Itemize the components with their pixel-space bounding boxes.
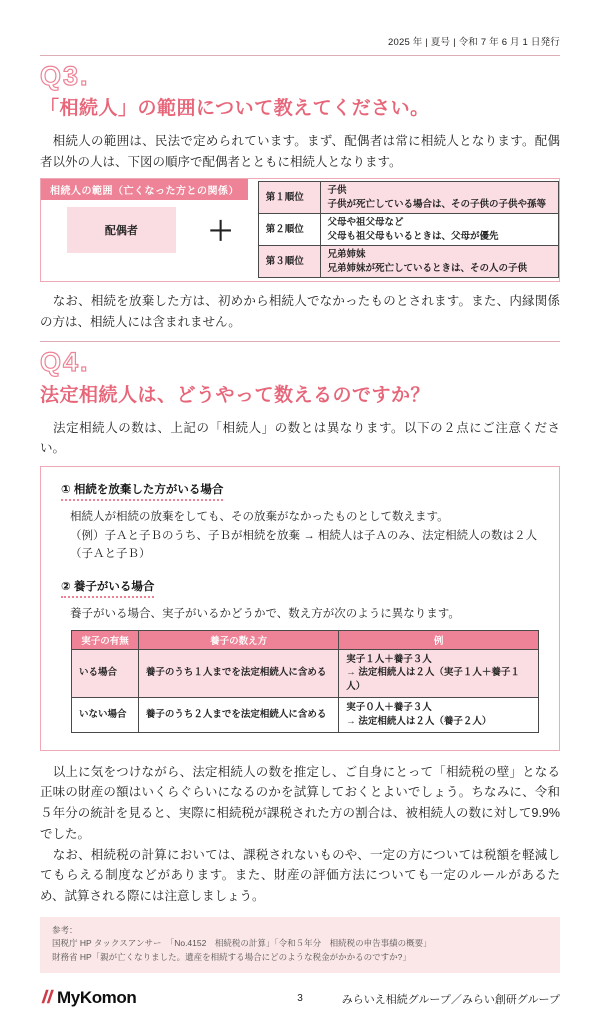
rank-desc-line2: 子供が死亡している場合は、その子供の子供や孫等 [327,198,547,210]
table-row [258,214,558,246]
existence-cell: いない場合 [72,697,139,732]
diagram-caption: 相続人の範囲（亡くなった方との関係） [41,179,248,200]
rank-cell: 第２順位 [258,214,320,246]
rank-cell: 第３順位 [258,246,320,278]
q4-label: Q4. [40,347,90,378]
spouse-box: 配偶者 [67,207,176,253]
table-row [258,246,558,278]
reference-line2: 財務省 HP「親が亡くなりました。遺産を相続する場合にどのような税金がかかるのですか?」 [52,951,411,962]
rank-desc-cell [320,182,558,214]
counting-cell: 養子のうち２人までを法定相続人に含める [138,697,338,732]
table-row [258,182,558,214]
q4-title: 法定相続人は、どうやって数えるのですか？ [40,384,431,406]
table-row [72,697,539,732]
point2-line1: 養子がいる場合、実子がいるかどうかで、数え方が次のように異なります。 [70,608,460,621]
section-q3 [40,62,560,332]
issue-date-line: 2025 年 | 夏号 | 令和 7 年 6 月 1 日発行 [388,37,560,48]
heir-rank-table [258,181,559,278]
rank-desc-line2: 兄弟姉妹が死亡しているときは、その人の子供 [327,262,528,274]
existence-cell: いる場合 [72,649,139,697]
column-header: 例 [339,630,539,649]
counting-cell: 養子のうち１人までを法定相続人に含める [138,649,338,697]
rank-desc-line1: 兄弟姉妹 [327,249,366,261]
adopted-child-table [71,630,539,733]
group-name: みらいえ相続グループ／みらい創研グループ [341,993,560,1006]
rank-desc-line1: 子供 [327,185,347,197]
rank-desc-cell [320,246,558,278]
point1-heading: ① 相続を放棄した方がいる場合 [61,481,223,501]
q3-paragraph-1: 相続人の範囲は、民法で定められています。まず、配偶者は常に相続人となります。配偶者以外の人は、下図の順序で配偶者とともに相続人となります。 [40,134,560,170]
mykomon-logo-text: MyKomon [57,987,137,1007]
rank-cell: 第１順位 [258,182,320,214]
column-header: 養子の数え方 [138,630,338,649]
point1-line1: 相続人が相続の放棄をしても、その放棄がなかったものとして数えます。 [70,511,449,524]
page-number: 3 [297,993,303,1005]
spacer [61,564,539,577]
point2-heading: ② 養子がいる場合 [61,578,154,598]
q3-paragraph-2: なお、相続を放棄した方は、初めから相続人でなかったものとされます。また、内縁関係の方は、相続人には含まれません。 [40,293,560,329]
example-line2: → 法定相続人は２人（実子１人＋養子１人） [346,667,520,693]
reference-label: 参考： [52,924,78,935]
heir-scope-diagram [40,178,560,282]
column-header: 実子の有無 [72,630,139,649]
point1-line2: （例）子Ａと子Ｂのうち、子Ｂが相続を放棄 → 相続人は子Ａのみ、法定相続人の数は２人（子Ａと子Ｂ） [70,529,538,561]
counting-points-box [40,466,560,750]
example-line2: → 法定相続人は２人（養子２人） [346,715,492,727]
q3-label: Q3. [40,61,90,91]
example-line1: 実子０人＋養子３人 [346,701,432,713]
rank-desc-line1: 父母や祖父母など [327,217,404,229]
rank-desc-cell [320,214,558,246]
table-header-row [72,630,539,649]
page-footer [40,988,560,1010]
reference-line1: 国税庁 HP タックスアンサー 「No.4152 相続税の計算」「令和５年分 相続税の申告事績の概要」 [52,938,432,949]
rank-desc-line2: 父母も祖父母もいるときは、父母が優先 [327,230,499,242]
header-divider [40,55,560,56]
q4-paragraph-2: なお、相続税の計算においては、課税されないものや、一定の方については税額を軽減してもらえる制度などがあります。また、財産の評価方法についても一定のルールがあるため、試算される際には注意しましょう。 [40,847,560,904]
q4-intro: 法定相続人の数は、上記の「相続人」の数とは異なります。以下の２点にご注意ください。 [40,420,560,456]
table-row [72,649,539,697]
plus-sign: ＋ [207,216,234,247]
q3-title: 「相続人」の範囲について教えてください。 [40,98,430,120]
section-divider [40,341,560,342]
reference-box [40,917,560,973]
example-cell [339,649,539,697]
example-cell [339,697,539,732]
q4-paragraph-1: 以上に気をつけながら、法定相続人の数を推定し、ご自身にとって「相続税の壁」となる正味の財産の額はいくらぐらいになるのかを試算しておくとよいでしょう。ちなみに、令和５年分の統計を見ると、実際に相続税が課税された方の割合は、被相続人の数に対して9.9%でした。 [40,764,560,841]
section-q4 [40,348,560,906]
example-line1: 実子１人＋養子３人 [346,653,432,665]
